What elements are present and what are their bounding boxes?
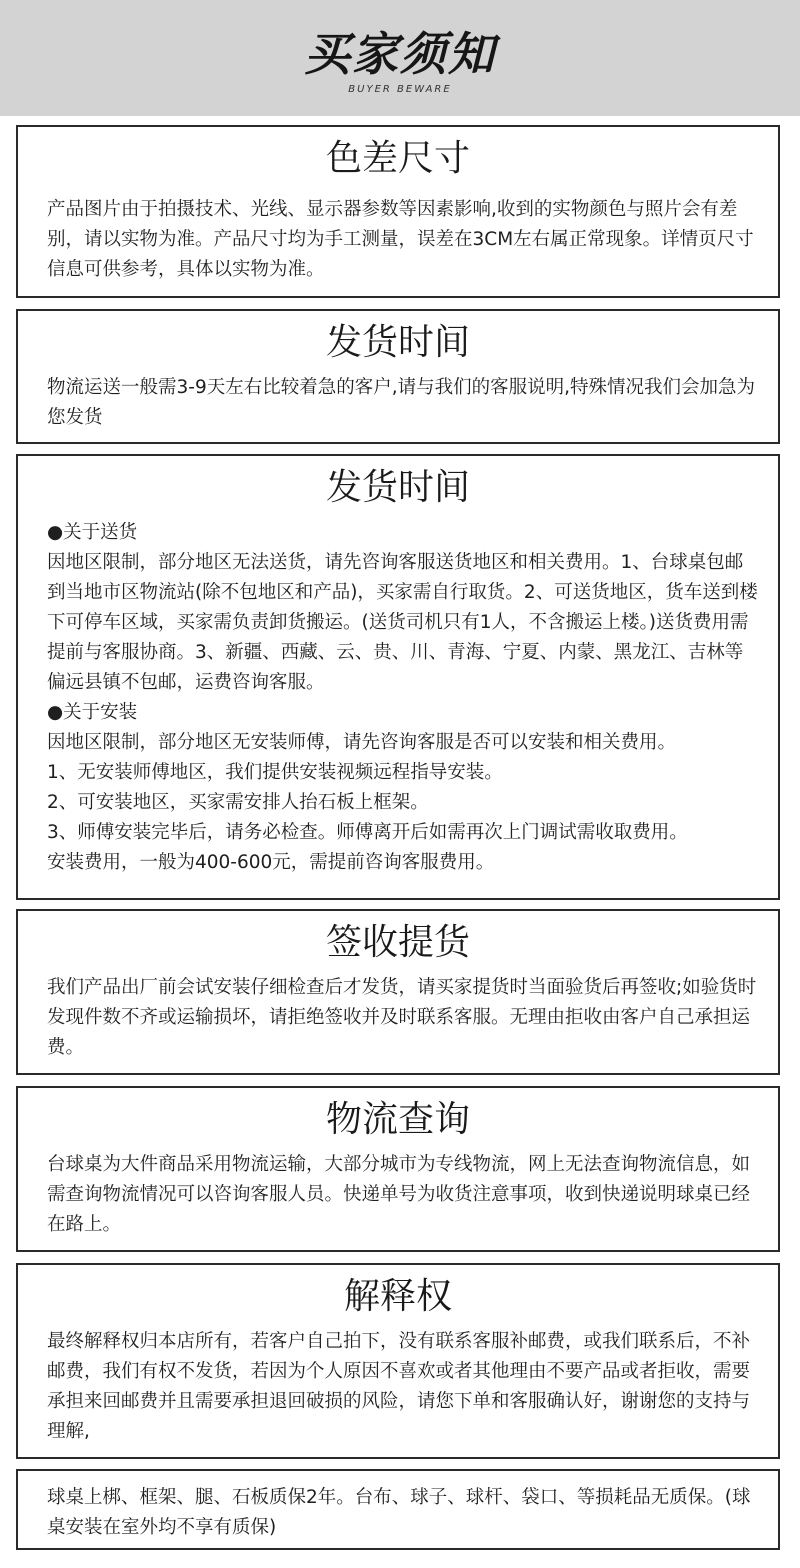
section-color-size (16, 125, 780, 298)
section-paragraph: 最终解释权归本店所有，若客户自己拍下，没有联系客服补邮费，或我们联系后，不补邮费，我们有权不发货，若因为个人原因不喜欢或者其他理由不要产品或者拒收，需要承担来回邮费并且需要承担退回破损的风险，请您下单和客服确认好，谢谢您的支持与理解, (47, 1331, 751, 1442)
section-title: 签收提货 (325, 922, 470, 963)
install-item-1: 1、无安装师傅地区，我们提供安装视频远程指导安装。 (47, 762, 503, 783)
section-warranty (16, 1469, 780, 1550)
section-body (47, 518, 760, 878)
install-fee: 安装费用，一般为400-600元，需提前咨询客服费用。 (47, 852, 495, 873)
page-header (0, 0, 800, 116)
section-title: 物流查询 (325, 1099, 470, 1140)
section-title: 解释权 (343, 1276, 452, 1317)
section-shipping-time (16, 309, 780, 444)
section-paragraph: 产品图片由于拍摄技术、光线、显示器参数等因素影响,收到的实物颜色与照片会有差别，请以实物为准。产品尺寸均为手工测量，误差在3CM左右属正常现象。详情页尺寸信息可供参考，具体以实物为准。 (47, 199, 754, 280)
section-body (47, 1150, 760, 1240)
section-title: 发货时间 (325, 322, 470, 363)
warranty-paragraph: 球桌上梆、框架、腿、石板质保2年。台布、球子、球杆、袋口、等损耗品无质保。(球桌安装在室外均不享有质保) (47, 1487, 751, 1538)
section-paragraph: 物流运送一般需3-9天左右比较着急的客户,请与我们的客服说明,特殊情况我们会加急为您发货 (47, 377, 755, 428)
section-title: 色差尺寸 (325, 138, 470, 179)
install-paragraph: 因地区限制，部分地区无安装师傅，请先咨询客服是否可以安装和相关费用。 (47, 732, 677, 753)
section-title: 发货时间 (325, 467, 470, 508)
section-paragraph: 我们产品出厂前会试安装仔细检查后才发货，请买家提货时当面验货后再签收;如验货时发现件数不齐或运输损坏，请拒绝签收并及时联系客服。无理由拒收由客户自己承担运费。 (47, 977, 757, 1058)
install-item-3: 3、师傅安装完毕后，请务必检查。师傅离开后如需再次上门调试需收取费用。 (47, 822, 688, 843)
section-body (47, 1327, 760, 1447)
section-body (47, 1483, 760, 1543)
install-heading: ●关于安装 (47, 702, 138, 723)
section-body (47, 973, 760, 1063)
delivery-heading: ●关于送货 (47, 522, 138, 543)
delivery-paragraph: 因地区限制，部分地区无法送货，请先咨询客服送货地区和相关费用。1、台球桌包邮到当地市区物流站(除不包地区和产品)，买家需自行取货。2、可送货地区，货车送到楼下可停车区域，买家需负责卸货搬运。(送货司机只有1人，不含搬运上楼。)送货费用需提前与客服协商。3、新疆、西藏、云、贵、川、青海、宁夏、内蒙、黑龙江、吉林等偏远县镇不包邮，运费咨询客服。 (47, 552, 758, 693)
section-body (47, 195, 760, 285)
section-receipt-pickup (16, 909, 780, 1075)
section-body (47, 373, 760, 433)
section-paragraph: 台球桌为大件商品采用物流运输，大部分城市为专线物流，网上无法查询物流信息，如需查询物流情况可以咨询客服人员。快递单号为收货注意事项，收到快递说明球桌已经在路上。 (47, 1154, 751, 1235)
header-title: 买家须知 (304, 27, 496, 81)
header-subtitle: BUYER BEWARE (348, 84, 452, 95)
section-delivery-install (16, 454, 780, 900)
section-interpretation-right (16, 1263, 780, 1459)
section-logistics-query (16, 1086, 780, 1252)
install-item-2: 2、可安装地区，买家需安排人抬石板上框架。 (47, 792, 429, 813)
